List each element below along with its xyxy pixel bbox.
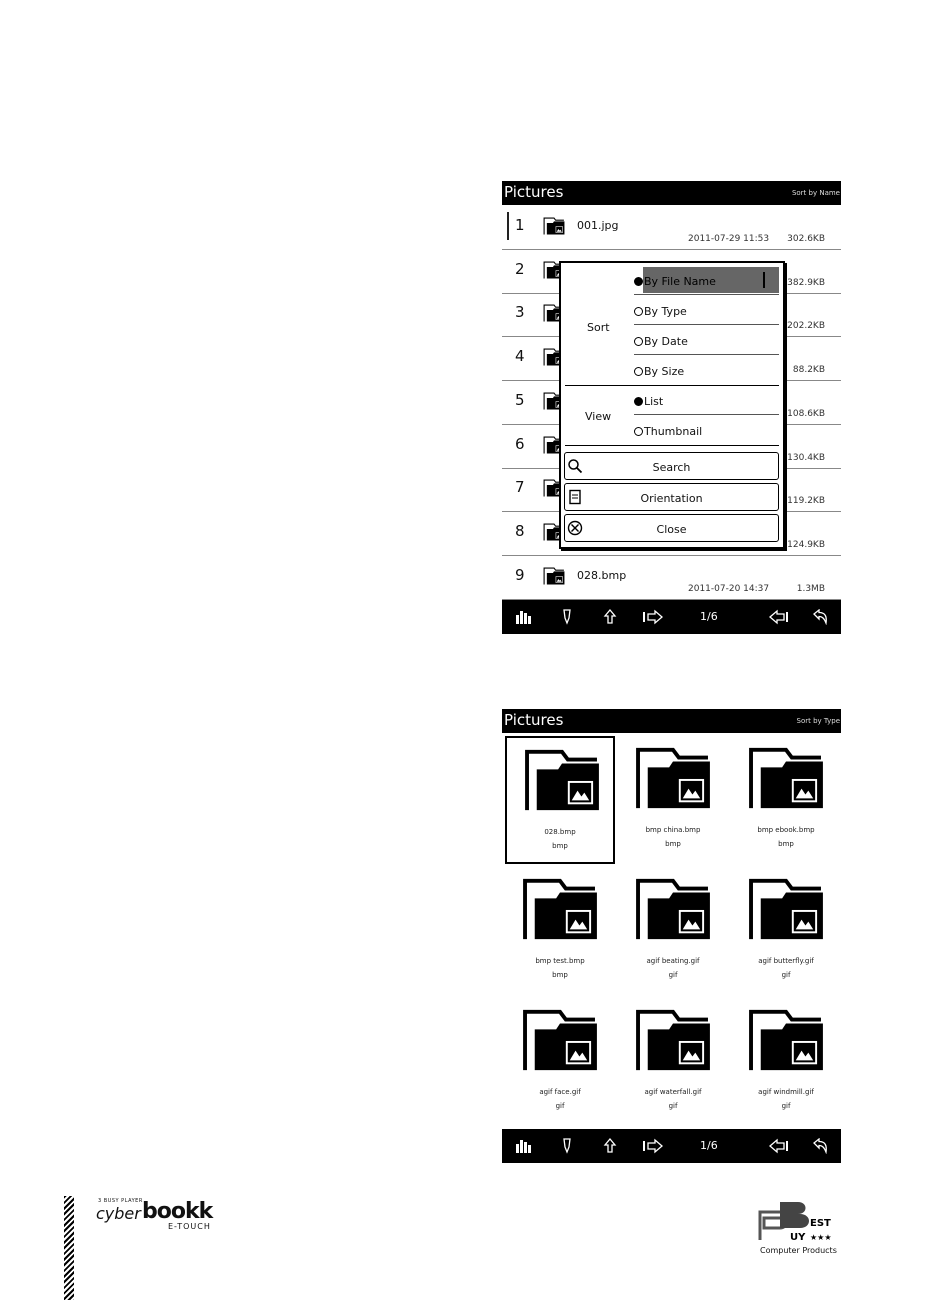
tile-name: bmp china.bmp xyxy=(645,826,701,834)
file-size: 382.9KB xyxy=(787,277,825,288)
picture-folder-icon xyxy=(543,216,565,236)
picture-folder-icon xyxy=(747,875,825,943)
svg-text:EST: EST xyxy=(810,1218,831,1229)
row-number: 7 xyxy=(515,478,525,497)
view-group-label: View xyxy=(585,410,612,423)
title-bar xyxy=(502,181,841,205)
picture-folder-icon xyxy=(521,875,599,943)
tile-name: agif face.gif xyxy=(539,1088,581,1096)
sort-by-file-name-option[interactable]: By File Name xyxy=(634,265,779,295)
radio-icon xyxy=(634,367,643,376)
thumbnail-tile[interactable] xyxy=(731,736,841,864)
pen-icon[interactable] xyxy=(558,609,576,625)
options-popup xyxy=(559,261,785,549)
tile-type: gif xyxy=(781,1102,791,1110)
bars-icon[interactable] xyxy=(514,1138,532,1154)
screen-title: Pictures xyxy=(504,711,564,729)
tile-type: bmp xyxy=(552,971,568,979)
divider xyxy=(565,445,779,446)
file-name: 028.bmp xyxy=(577,568,627,582)
svg-text:★★★: ★★★ xyxy=(810,1233,832,1242)
up-arrow-icon[interactable] xyxy=(601,1138,619,1154)
picture-folder-icon xyxy=(543,566,565,586)
radio-icon xyxy=(634,307,643,316)
pen-icon[interactable] xyxy=(558,1138,576,1154)
tile-name: agif beating.gif xyxy=(646,957,700,965)
jump-icon[interactable] xyxy=(642,1138,664,1154)
file-size: 302.6KB xyxy=(787,234,825,244)
page-indicator: 1/6 xyxy=(700,1139,718,1152)
tile-type: gif xyxy=(668,971,678,979)
bottom-toolbar xyxy=(502,600,841,634)
thumbnail-tile[interactable] xyxy=(618,736,728,864)
sort-indicator: Sort by Name xyxy=(791,189,840,197)
title-bar xyxy=(502,709,841,733)
selection-cursor xyxy=(507,212,509,240)
picture-folder-icon xyxy=(747,744,825,812)
thumbnail-tile[interactable] xyxy=(505,867,615,995)
orientation-button[interactable]: Orientation xyxy=(564,483,779,511)
thumbnail-tile[interactable] xyxy=(618,867,728,995)
view-list-option[interactable]: List xyxy=(634,385,779,415)
thumbnail-tile[interactable] xyxy=(618,998,728,1126)
tile-type: bmp xyxy=(778,840,794,848)
tile-type: gif xyxy=(781,971,791,979)
file-date: 2011-07-29 11:53 xyxy=(688,234,770,244)
row-number: 4 xyxy=(515,347,525,366)
thumbnail-tile[interactable] xyxy=(505,736,615,864)
tile-name: bmp ebook.bmp xyxy=(757,826,815,834)
thumbnail-tile[interactable] xyxy=(505,998,615,1126)
row-number: 3 xyxy=(515,303,525,322)
file-size: 124.9KB xyxy=(787,539,825,550)
screen-title: Pictures xyxy=(504,183,564,201)
radio-selected-icon xyxy=(634,277,643,286)
bars-icon[interactable] xyxy=(514,609,532,625)
sort-group-label: Sort xyxy=(587,321,610,334)
back-icon[interactable] xyxy=(811,1138,829,1154)
file-row[interactable] xyxy=(502,556,841,600)
radio-icon xyxy=(634,427,643,436)
tile-name: agif windmill.gif xyxy=(758,1088,814,1096)
cyberbook-logo: 3 BUSY PLAYER cyber bookk E-TOUCH xyxy=(96,1198,213,1231)
decorative-hatch xyxy=(64,1196,74,1300)
radio-selected-icon xyxy=(634,397,643,406)
picture-folder-icon xyxy=(634,1006,712,1074)
picture-folder-icon xyxy=(747,1006,825,1074)
best-buy-logo: EST UY ★★★ Computer Products xyxy=(758,1196,844,1260)
close-button[interactable]: Close xyxy=(564,514,779,542)
sort-by-type-option[interactable]: By Type xyxy=(634,295,779,325)
view-thumbnail-option[interactable]: Thumbnail xyxy=(634,415,779,445)
search-button[interactable]: Search xyxy=(564,452,779,480)
left-arrow-icon[interactable] xyxy=(768,1138,790,1154)
tile-name: bmp test.bmp xyxy=(535,957,585,965)
sort-by-size-option[interactable]: By Size xyxy=(634,355,779,385)
list-screen xyxy=(502,181,841,634)
file-row[interactable] xyxy=(502,206,841,250)
tile-name: agif waterfall.gif xyxy=(644,1088,702,1096)
file-name: 001.jpg xyxy=(577,219,619,232)
row-number: 8 xyxy=(515,521,525,540)
tile-type: gif xyxy=(555,1102,565,1110)
sort-by-date-option[interactable]: By Date xyxy=(634,325,779,355)
picture-folder-icon xyxy=(634,875,712,943)
file-size: 202.2KB xyxy=(787,321,825,332)
tile-type: bmp xyxy=(552,842,568,850)
up-arrow-icon[interactable] xyxy=(601,609,619,625)
picture-folder-icon xyxy=(523,746,601,814)
left-arrow-icon[interactable] xyxy=(768,609,790,625)
jump-icon[interactable] xyxy=(642,609,664,625)
best-buy-mark xyxy=(758,1196,844,1246)
file-size: 1.3MB xyxy=(796,583,825,594)
file-size: 130.4KB xyxy=(787,452,825,463)
tile-type: bmp xyxy=(665,840,681,848)
page-indicator: 1/6 xyxy=(700,610,718,623)
tile-name: 028.bmp xyxy=(544,828,576,836)
bottom-toolbar xyxy=(502,1129,841,1163)
row-number: 2 xyxy=(515,259,525,278)
row-number: 9 xyxy=(515,565,525,584)
file-size: 119.2KB xyxy=(787,496,825,507)
row-number: 5 xyxy=(515,390,525,409)
picture-folder-icon xyxy=(634,744,712,812)
row-number: 1 xyxy=(515,216,525,234)
sort-indicator: Sort by Type xyxy=(796,717,840,725)
file-date: 2011-07-20 14:37 xyxy=(688,583,770,594)
back-icon[interactable] xyxy=(811,609,829,625)
picture-folder-icon xyxy=(521,1006,599,1074)
thumbnail-tile[interactable] xyxy=(731,867,841,995)
thumbnail-screen xyxy=(502,709,841,1163)
row-number: 6 xyxy=(515,434,525,453)
file-size: 88.2KB xyxy=(792,365,825,376)
radio-icon xyxy=(634,337,643,346)
file-size: 108.6KB xyxy=(787,408,825,419)
tile-name: agif butterfly.gif xyxy=(758,957,814,965)
tile-type: gif xyxy=(668,1102,678,1110)
svg-text:UY: UY xyxy=(790,1232,806,1243)
thumbnail-tile[interactable] xyxy=(731,998,841,1126)
